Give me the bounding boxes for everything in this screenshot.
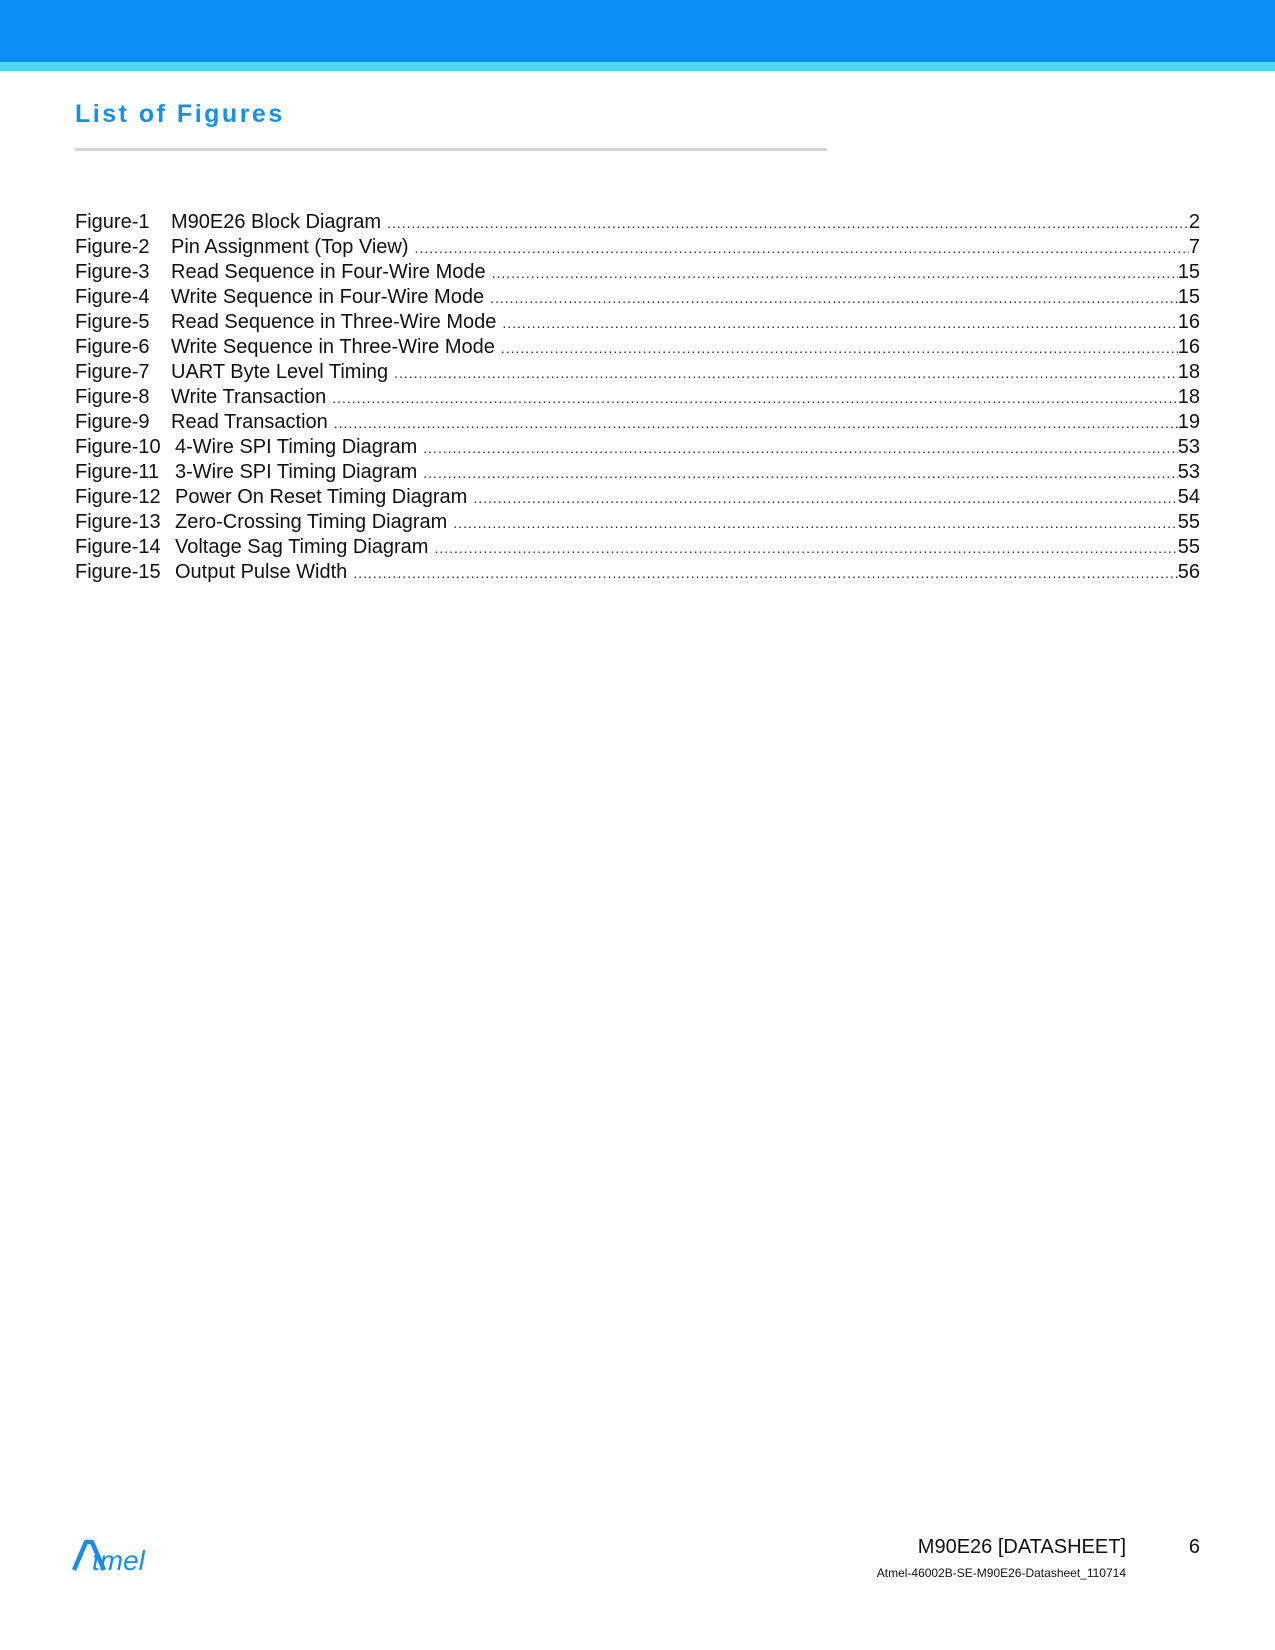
dot-leader	[387, 211, 1189, 236]
figure-page: 54	[1177, 486, 1200, 508]
dot-leader	[332, 386, 1178, 411]
document-code: Atmel-46002B-SE-M90E26-Datasheet_110714	[876, 1566, 1126, 1580]
svg-text:tmel: tmel	[92, 1545, 145, 1576]
figure-number: Figure-1	[75, 211, 150, 233]
figure-title: Pin Assignment (Top View)	[171, 236, 409, 258]
figure-page: 15	[1177, 261, 1200, 283]
figure-number: Figure-12	[75, 486, 161, 508]
figure-title: 4-Wire SPI Timing Diagram	[175, 436, 418, 458]
figure-entry[interactable]	[75, 510, 1200, 535]
figure-page: 53	[1177, 461, 1200, 483]
figure-number: Figure-8	[75, 386, 150, 408]
figure-entry[interactable]	[75, 485, 1200, 510]
figure-title: Write Sequence in Three-Wire Mode	[171, 336, 495, 358]
figure-page: 16	[1177, 336, 1200, 358]
dot-leader	[490, 286, 1178, 311]
figure-page: 19	[1177, 411, 1200, 433]
dot-leader	[492, 261, 1178, 286]
figure-entry[interactable]	[75, 285, 1200, 310]
figure-number: Figure-5	[75, 311, 150, 333]
header-band-strip	[0, 62, 1275, 71]
figure-number: Figure-13	[75, 511, 161, 533]
figure-number: Figure-15	[75, 561, 161, 583]
figure-title: Read Transaction	[171, 411, 328, 433]
figure-entry[interactable]	[75, 260, 1200, 285]
figure-entry[interactable]	[75, 210, 1200, 235]
figure-page: 56	[1177, 561, 1200, 583]
figure-number: Figure-11	[75, 461, 160, 483]
figure-entry[interactable]	[75, 335, 1200, 360]
figure-title: Read Sequence in Three-Wire Mode	[171, 311, 497, 333]
figure-title: M90E26 Block Diagram	[171, 211, 382, 233]
figure-number: Figure-9	[75, 411, 150, 433]
title-divider	[75, 148, 827, 151]
dot-leader	[423, 461, 1177, 486]
figure-page: 18	[1177, 386, 1200, 408]
figure-title: 3-Wire SPI Timing Diagram	[175, 461, 418, 483]
figure-entry[interactable]	[75, 360, 1200, 385]
header-band	[0, 0, 1275, 62]
page-number: 6	[1188, 1536, 1200, 1558]
figure-number: Figure-3	[75, 261, 150, 283]
dot-leader	[453, 511, 1177, 536]
figure-number: Figure-2	[75, 236, 150, 258]
figure-title: Write Transaction	[171, 386, 327, 408]
figure-page: 2	[1188, 211, 1200, 233]
figure-page: 16	[1177, 311, 1200, 333]
figure-number: Figure-7	[75, 361, 150, 383]
figure-entry[interactable]	[75, 560, 1200, 585]
figure-title: UART Byte Level Timing	[171, 361, 389, 383]
figure-page: 7	[1188, 236, 1200, 258]
figure-number: Figure-6	[75, 336, 150, 358]
dot-leader	[415, 236, 1189, 261]
figure-page: 18	[1177, 361, 1200, 383]
document-title: M90E26 [DATASHEET]	[917, 1536, 1126, 1558]
figure-list	[75, 210, 1200, 585]
dot-leader	[501, 336, 1178, 361]
figure-title: Zero-Crossing Timing Diagram	[175, 511, 448, 533]
dot-leader	[334, 411, 1178, 436]
figure-title: Write Sequence in Four-Wire Mode	[171, 286, 485, 308]
figure-page: 15	[1177, 286, 1200, 308]
figure-entry[interactable]	[75, 460, 1200, 485]
figure-title: Read Sequence in Four-Wire Mode	[171, 261, 486, 283]
figure-title: Voltage Sag Timing Diagram	[175, 536, 429, 558]
dot-leader	[423, 436, 1177, 461]
figure-page: 55	[1177, 536, 1200, 558]
atmel-logo	[72, 1538, 182, 1578]
dot-leader	[434, 536, 1177, 561]
figure-entry[interactable]	[75, 235, 1200, 260]
figure-page: 53	[1177, 436, 1200, 458]
figure-entry[interactable]	[75, 310, 1200, 335]
dot-leader	[394, 361, 1178, 386]
figure-number: Figure-4	[75, 286, 150, 308]
figure-entry[interactable]	[75, 535, 1200, 560]
figure-entry[interactable]	[75, 410, 1200, 435]
dot-leader	[353, 561, 1177, 586]
figure-number: Figure-10	[75, 436, 161, 458]
figure-title: Power On Reset Timing Diagram	[175, 486, 468, 508]
figure-number: Figure-14	[75, 536, 161, 558]
figure-title: Output Pulse Width	[175, 561, 348, 583]
figure-page: 55	[1177, 511, 1200, 533]
dot-leader	[502, 311, 1177, 336]
figure-entry[interactable]	[75, 385, 1200, 410]
dot-leader	[473, 486, 1177, 511]
figure-entry[interactable]	[75, 435, 1200, 460]
page-title: List of Figures	[75, 100, 285, 128]
